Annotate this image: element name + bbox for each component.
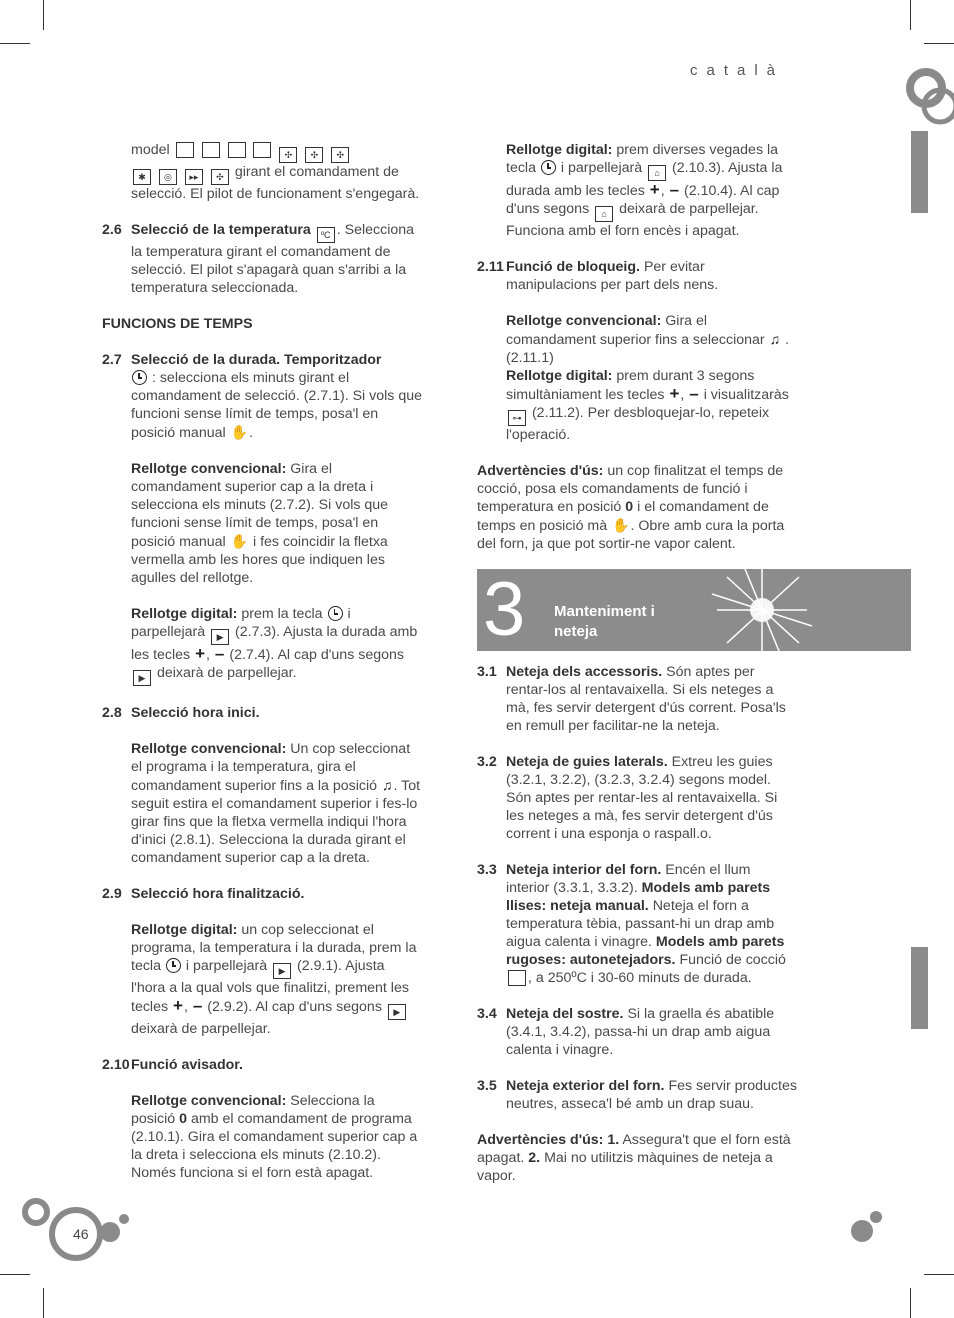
alarm-bell-icon: ⌂ [648, 165, 666, 181]
left-column [102, 141, 422, 1182]
side-tab-bottom [911, 947, 928, 1029]
minus-icon: – [192, 996, 203, 1015]
section-2-8: 2.8 Selecció hora inici. Rellotge convencional: Un cop seleccionat el programa i la temperatura, gira el comandament superior fins a la posició ♫. Tot seguit estira el comandament superior i fes-lo girar fins que la fletxa vermella indiqui l'hora d'inici (2.8.1). Selecciona la durada girant el comandament superior cap a la dreta. [102, 705, 421, 866]
bell-icon: ♫ [769, 331, 781, 347]
intro-paragraph: model ✣ ✣ ✣ ✱ ◎ ▸▸ ✣ girant el comandament de selecció. El pilot de funcionament s'engegarà. [131, 142, 420, 202]
hand-icon: ✋ [230, 533, 249, 549]
minus-icon: – [669, 180, 680, 199]
oven-mode-icon [176, 142, 194, 158]
section-3-5: 3.5 Neteja exterior del forn. Fes servir productes neutres, asseca'l bé amb un drap suau. [477, 1078, 797, 1112]
end-time-icon: ▶ [273, 963, 291, 979]
plus-icon: + [669, 384, 680, 403]
clock-icon [328, 606, 343, 621]
crop-mark [0, 43, 30, 44]
crop-mark [0, 1274, 30, 1275]
language-header: català [690, 62, 785, 79]
sparkle-icon [707, 569, 817, 651]
crop-mark [43, 0, 44, 30]
oven-mode-icon [202, 142, 220, 158]
usage-warnings-1: Advertències d'ús: un cop finalitzat el temps de cocció, posa els comandaments de funció i temperatura en posició 0 i el comandament de temps en posició mà ✋. Obre amb cura la porta del forn, ja que pot sortir-ne vapor calent. [477, 463, 785, 552]
plus-icon: + [173, 996, 183, 1015]
crop-mark [924, 1274, 954, 1275]
crop-mark [910, 0, 911, 30]
fan-mode-icon: ✣ [305, 147, 323, 163]
clock-icon [132, 370, 147, 385]
right-column [477, 141, 797, 553]
minus-icon: – [214, 644, 225, 663]
duration-icon: ▶ [133, 670, 151, 686]
usage-warnings-2: Advertències d'ús: 1. Assegura't que el forn està apagat. 2. Mai no utilitzis màquines de neteja a vapor. [477, 1132, 791, 1184]
end-time-icon: ▶ [388, 1004, 406, 1020]
oven-mode-icon [508, 970, 526, 986]
oven-mode-icon [253, 142, 271, 158]
section-2-9: 2.9 Selecció hora finalització. Rellotge digital: un cop seleccionat el programa, la temperatura i la durada, prem la tecla i parpellejarà ▶ (2.9.1). Ajusta l'hora a la qual vols que finalitzi, prement les tecles +, – (2.9.2). Al cap d'uns segons ▶ deixarà de parpellejar. [102, 886, 417, 1037]
crop-mark [924, 43, 954, 44]
banner-number: 3 [483, 569, 526, 651]
fan-mode-icon: ✣ [331, 147, 349, 163]
defrost-icon: ✱ [133, 169, 151, 185]
plus-icon: + [195, 644, 206, 663]
section-2-10-digital: Rellotge digital: prem diverses vegades la tecla i parpellejarà ⌂ (2.10.3). Ajusta la durada amb les tecles +, – (2.10.4). Al cap d'uns segons ⌂ deixarà de parpellejar. Funciona amb el forn encès i apagat. [506, 142, 783, 239]
oven-mode-icon [228, 142, 246, 158]
plus-icon: + [649, 180, 660, 199]
section-3-4: 3.4 Neteja del sostre. Si la graella és abatible (3.4.1, 3.4.2), passa-hi un drap amb aigua calenta i vinagre. [477, 1006, 775, 1058]
section-3-1: 3.1 Neteja dels accessoris. Són aptes per rentar-los al rentavaixella. Si els neteges a mà, fes servir detergent d'ús corrent. Posa'ls en remull per facilitar-ne la neteja. [477, 664, 786, 734]
crop-mark [910, 1288, 911, 1318]
key-lock-icon: ⊶ [508, 410, 526, 426]
section-2-6: 2.6 Selecció de la temperatura ºC . Selecciona la temperatura girant el comandament de selecció. El pilot s'apagarà quan s'arribi a la temperatura seleccionada. [102, 222, 415, 296]
right-column-lower [477, 663, 797, 1185]
duration-icon: ▶ [211, 629, 229, 645]
rapid-heat-icon: ▸▸ [185, 169, 203, 185]
page-number: 46 [73, 1226, 89, 1242]
decorative-dots-icon [848, 1208, 888, 1248]
bell-icon: ♫ [382, 777, 393, 793]
section-3-banner [477, 569, 911, 651]
clock-icon [541, 160, 556, 175]
section-heading: FUNCIONS DE TEMPS [102, 316, 253, 332]
section-3-2: 3.2 Neteja de guies laterals. Extreu les guies (3.2.1, 3.2.2), (3.2.3, 3.2.4) segons model. Són aptes per rentar-les al rentavaixella. Si les neteges a mà, fes servir detergent d'ús corrent i una esponja o raspall.o. [477, 754, 778, 842]
fan-mode-icon: ✣ [279, 147, 297, 163]
section-2-7: 2.7 Selecció de la durada. Temporitzador : selecciona els minuts girant el comandament de selecció. (2.7.1). Si vols que funcioni sense límit de temps, posa'l en posició manual ✋. Rellotge convencional: Gira el comandament superior cap a la dreta i selecciona els minuts (2.7.2). Si vols que funcioni sense límit de temps, posa'l en posició manual ✋ i fes coincidir la fletxa vermella amb les hores que indiquen les agulles del rellotge. Rellotge digital: prem la tecla i parpellejarà ▶ (2.7.3). Ajusta la durada amb les tecles +, – (2.7.4). Al cap d'uns segons ▶ deixarà de parpellejar. [102, 351, 422, 686]
section-3-3: 3.3 Neteja interior del forn. Encén el llum interior (3.3.1, 3.3.2). Models amb parets llises: neteja manual. Neteja el forn a temperatura tèbia, passant-hi un drap amb aigua calenta i vinagre. Models amb parets rugoses: autonetejadors. Funció de cocció , a 250ºC i 30-60 minuts de durada. [477, 862, 786, 986]
banner-title: Manteniment i neteja [554, 603, 655, 640]
section-2-11: 2.11 Funció de bloqueig. Per evitar manipulacions per part dels nens. Rellotge convencional: Gira el comandament superior fins a seleccionar ♫ .(2.11.1) Rellotge digital: prem durant 3 segons simultàniament les tecles +, – i visualitzaràs ⊶ (2.11.2). Per desbloquejar-lo, repeteix l'operació. [477, 259, 790, 443]
fan-grill-icon: ✣ [211, 169, 229, 185]
decorative-circles-icon [900, 60, 954, 130]
alarm-bell-icon: ⌂ [595, 206, 613, 222]
hand-icon: ✋ [230, 424, 249, 440]
clock-icon [166, 958, 181, 973]
crop-mark [43, 1288, 44, 1318]
minus-icon: – [689, 384, 699, 403]
side-tab-top [911, 131, 928, 213]
fan-ring-icon: ◎ [159, 169, 177, 185]
temperature-icon: ºC [317, 227, 335, 243]
hand-icon: ✋ [612, 517, 630, 533]
section-2-10: 2.10 Funció avisador. Rellotge convencional: Selecciona la posició 0 amb el comandament de programa (2.10.1). Gira el comandament superior cap a la dreta i selecciona els minuts (2.10.2). Només funciona si el forn està apagat. [102, 1057, 418, 1181]
